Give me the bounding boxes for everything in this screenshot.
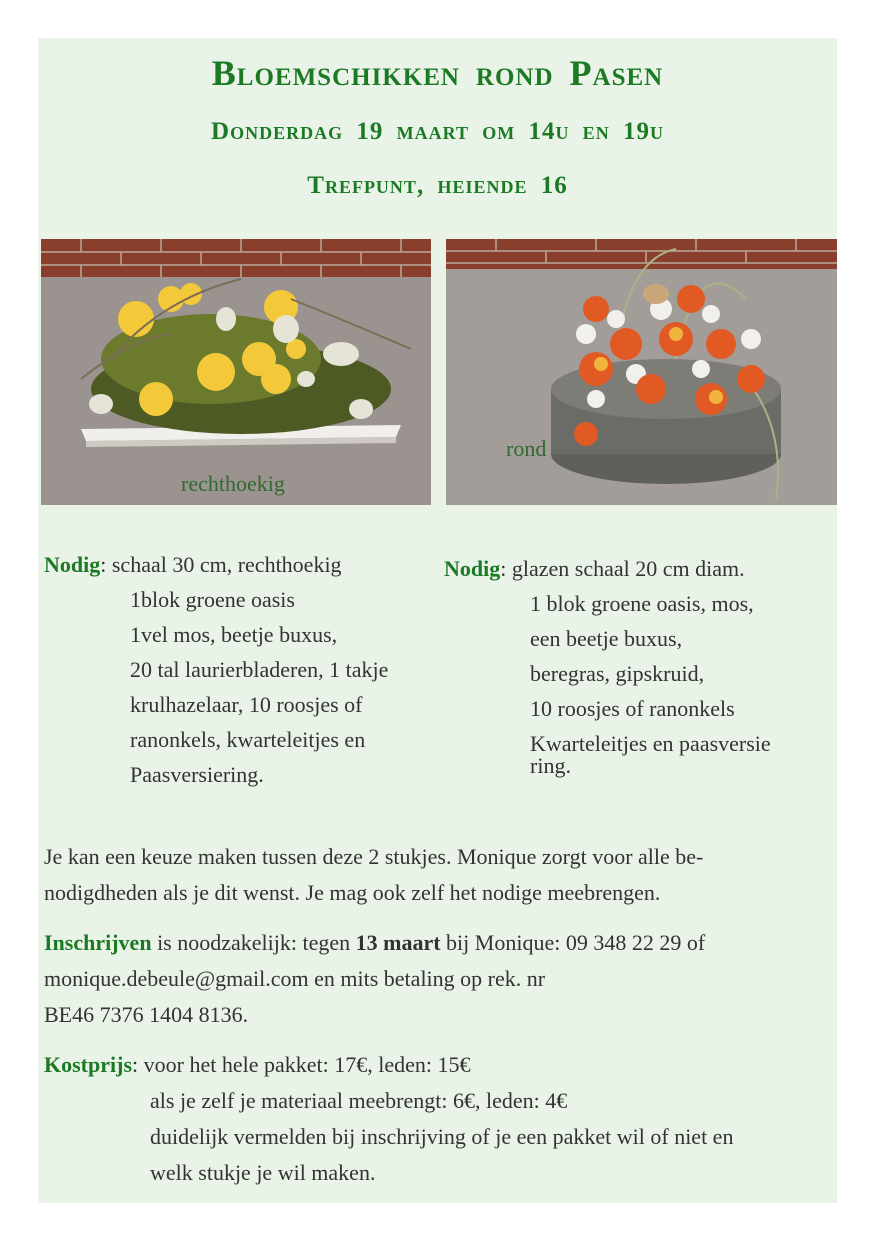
- cost-label: Kostprijs: [44, 1052, 132, 1077]
- list-item: krulhazelaar, 10 roosjes of: [130, 692, 363, 717]
- list-item: beregras, gipskruid,: [530, 661, 705, 686]
- materials-round: [444, 556, 837, 786]
- registration-email-line: monique.debeule@gmail.com en mits betaling op rek. nr: [44, 966, 546, 991]
- list-item: 1blok groene oasis: [130, 587, 295, 612]
- list-item: Kwarteleitjes en paasversie: [530, 731, 771, 756]
- registration-account-line: BE46 7376 1404 8136.: [44, 1002, 249, 1027]
- intro-line: Je kan een keuze maken tussen deze 2 stukjes. Monique zorgt voor alle be-: [44, 844, 704, 869]
- list-item: 20 tal laurierbladeren, 1 takje: [130, 657, 389, 682]
- list-item: 10 roosjes of ranonkels: [530, 696, 735, 721]
- list-item: ring.: [530, 753, 571, 778]
- location-line: Trefpunt, heiende 16: [307, 172, 568, 199]
- materials-first-line: : schaal 30 cm, rechthoekig: [100, 552, 342, 577]
- cost-line: duidelijk vermelden bij inschrijving of je een pakket wil of niet en: [150, 1124, 734, 1149]
- photo-rectangular-arrangement: [41, 239, 431, 505]
- caption-rectangular: rechthoekig: [181, 471, 285, 496]
- materials-label: Nodig: [44, 552, 101, 577]
- list-item: 1 blok groene oasis, mos,: [530, 591, 754, 616]
- registration-phone: bij Monique: 09 348 22 29 of: [440, 930, 706, 955]
- list-item: Paasversiering.: [130, 762, 264, 787]
- list-item: 1vel mos, beetje buxus,: [130, 622, 338, 647]
- cost-line: welk stukje je wil maken.: [150, 1160, 376, 1185]
- photo-round-arrangement: [446, 239, 837, 505]
- list-item: een beetje buxus,: [530, 626, 683, 651]
- caption-round: rond: [506, 436, 547, 461]
- flyer: [38, 38, 837, 1203]
- materials-rectangular: [44, 552, 424, 812]
- cost-first-line: : voor het hele pakket: 17€, leden: 15€: [132, 1052, 471, 1077]
- list-item: ranonkels, kwarteleitjes en: [130, 727, 366, 752]
- registration-deadline: 13 maart: [355, 930, 441, 955]
- intro-line: nodigdheden als je dit wenst. Je mag ook zelf het nodige meebrengen.: [44, 880, 661, 905]
- materials-label: Nodig: [444, 556, 501, 581]
- registration-label: Inschrijven: [44, 930, 152, 955]
- materials-first-line: : glazen schaal 20 cm diam.: [500, 556, 745, 581]
- page-title: Bloemschikken rond Pasen: [211, 53, 664, 93]
- registration-text: is noodzakelijk: tegen: [151, 930, 356, 955]
- date-line: Donderdag 19 maart om 14u en 19u: [211, 118, 664, 145]
- cost-line: als je zelf je materiaal meebrengt: 6€, leden: 4€: [150, 1088, 568, 1113]
